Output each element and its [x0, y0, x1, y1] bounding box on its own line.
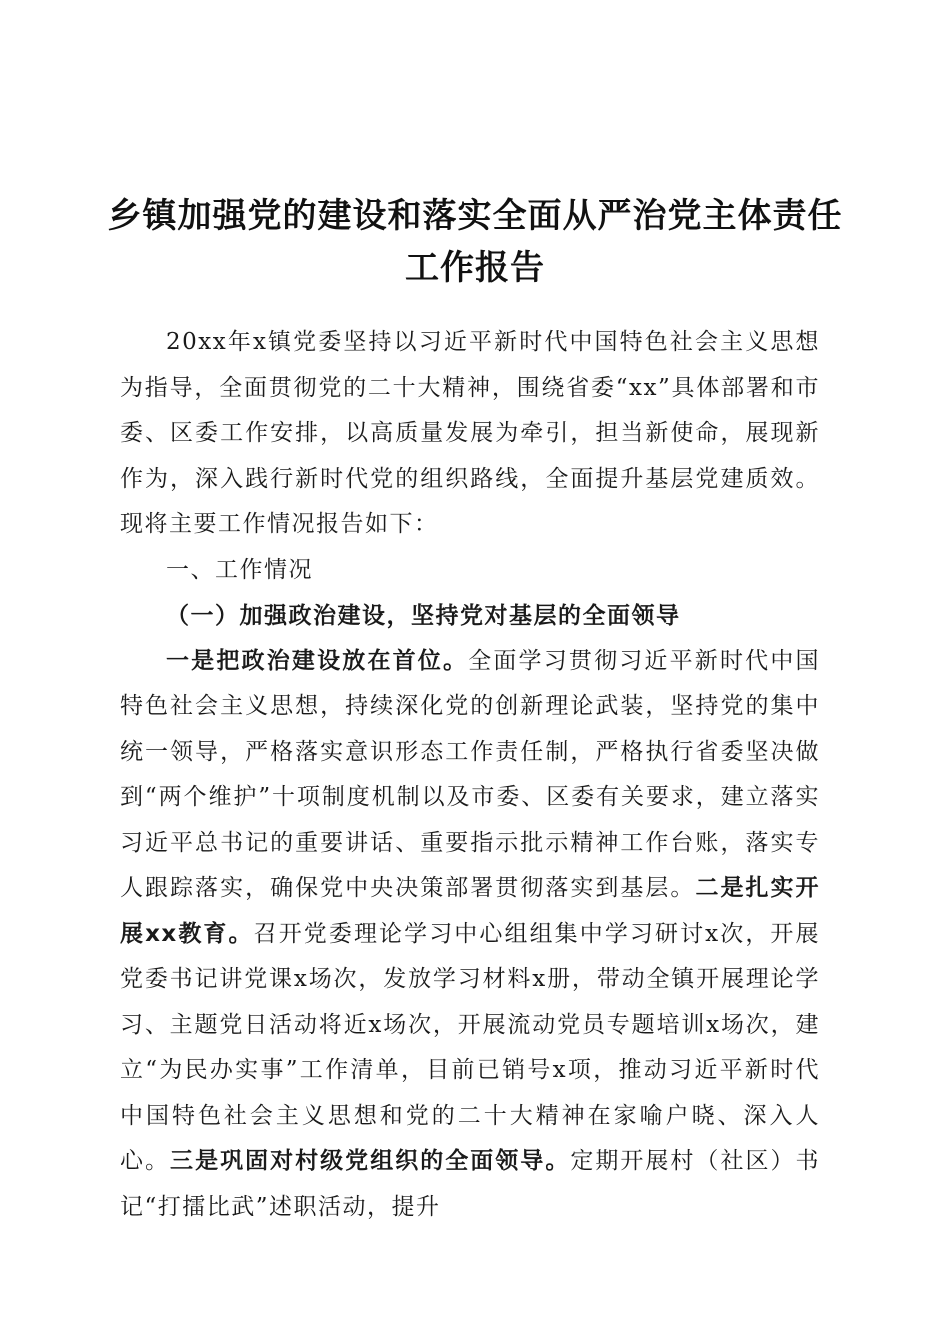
- document-title: 乡镇加强党的建设和落实全面从严治党主体责任工作报告: [107, 196, 843, 288]
- point-lead: 一是把政治建设放在首位。: [166, 647, 469, 674]
- point-text: 召开党委理论学习中心组组集中学习研讨x次，开展党委书记讲党课x场次，发放学习材料x册，带动全镇开展理论学习、主题党日活动将近x场次，开展流动党员专题培训x场次，建立“为民办实事”工作清单，目前已销号x项，推动习近平新时代中国特色社会主义思想和党的二十大精神在家喻户晓、深入人心。: [120, 920, 820, 1174]
- document-body: [120, 320, 820, 1230]
- section-heading: 一、工作情况: [166, 556, 313, 583]
- point-text: 定期开展村（社区）书记“打擂比武”述职活动，提升: [120, 1148, 821, 1220]
- point-lead: 三是巩固对村级党组织的全面领导。: [170, 1148, 571, 1174]
- body-paragraph: [120, 639, 820, 1231]
- point-text: 全面学习贯彻习近平新时代中国特色社会主义思想，持续深化党的创新理论武装，坚持党的集中统一领导，严格落实意识形态工作责任制，严格执行省委坚决做到“两个维护”十项制度机制以及市委、区委有关要求，建立落实习近平总书记的重要讲话、重要指示批示精神工作台账，落实专人跟踪落实，确保党中央决策部署贯彻落实到基层。: [120, 647, 821, 901]
- point-lead: 二是扎实开展xx教育。: [120, 875, 821, 947]
- intro-paragraph: 20xx年x镇党委坚持以习近平新时代中国特色社会主义思想为指导，全面贯彻党的二十大精神，围绕省委“xx”具体部署和市委、区委工作安排，以高质量发展为牵引，担当新使命，展现新作为，深入践行新时代党的组织路线，全面提升基层党建质效。现将主要工作情况报告如下：: [120, 329, 820, 537]
- subsection-heading: （一）加强政治建设，坚持党对基层的全面领导: [166, 602, 681, 629]
